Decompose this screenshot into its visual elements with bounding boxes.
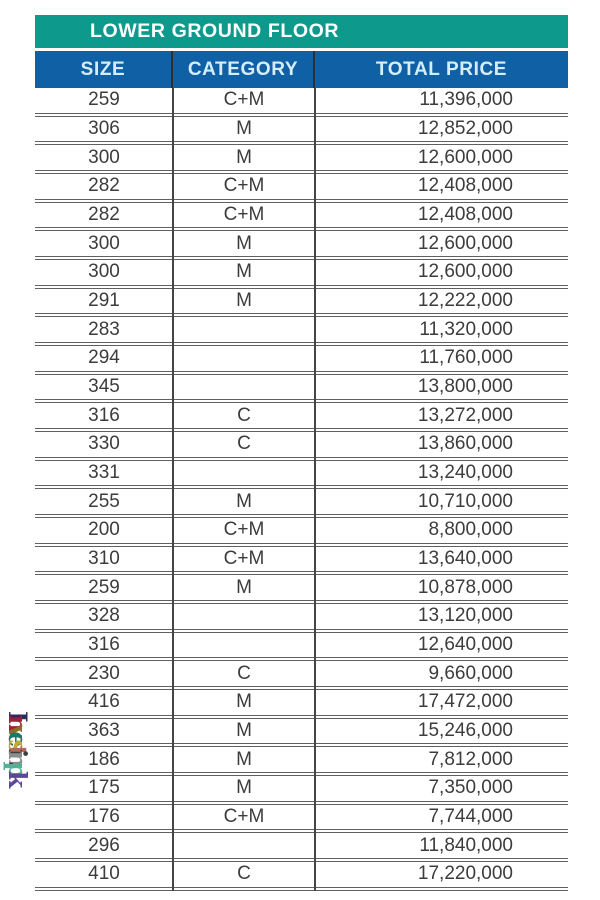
size-cell: 363 [88,720,120,742]
category-cell: C [237,433,251,455]
category-cell [173,833,315,858]
price-cell: 7,812,000 [428,748,513,770]
price-cell: 11,760,000 [419,347,513,369]
table-row [35,260,568,289]
price-cell: 13,860,000 [417,433,513,455]
price-cell: 12,600,000 [417,146,513,168]
column-header-size: SIZE [35,51,173,88]
size-cell: 259 [88,89,120,111]
table-row [35,719,568,748]
size-cell: 316 [88,634,120,656]
size-cell: 316 [88,404,120,426]
table-row [35,346,568,375]
category-cell: M [236,146,252,168]
category-cell: C+M [223,519,265,541]
watermark-investin-pk: Investin.pk [3,711,32,781]
table-row [35,375,568,404]
size-cell: 230 [88,662,120,684]
category-cell [173,317,315,342]
table-row [35,604,568,633]
table-header-row [35,51,568,88]
size-cell: 259 [88,576,120,598]
table-row [35,117,568,146]
size-cell: 200 [88,519,120,541]
table-row [35,174,568,203]
table-row [35,231,568,260]
column-divider-1 [172,88,174,891]
size-cell: 186 [88,748,120,770]
table-row [35,747,568,776]
price-cell: 11,396,000 [419,89,513,111]
category-cell: C+M [223,89,265,111]
table-row [35,289,568,318]
price-cell: 12,222,000 [417,290,513,312]
price-cell: 13,272,000 [417,404,513,426]
category-cell: M [236,290,252,312]
table-row [35,317,568,346]
table-row [35,518,568,547]
size-cell: 291 [88,290,120,312]
category-cell: M [236,118,252,139]
size-cell: 296 [88,834,120,856]
size-cell: 282 [88,204,120,226]
column-divider-2 [314,88,316,891]
table-row [35,547,568,576]
size-cell: 410 [88,863,120,885]
price-cell: 17,472,000 [417,691,513,713]
price-cell: 13,640,000 [417,548,513,570]
size-cell: 416 [88,691,120,713]
category-cell: C [237,662,251,684]
price-cell: 11,840,000 [419,834,513,856]
size-cell: 345 [88,376,120,398]
price-cell: 7,350,000 [428,777,513,799]
table-row [35,690,568,719]
category-cell: M [236,748,252,770]
category-cell: C [237,404,251,426]
table-row [35,88,568,117]
size-cell: 282 [88,175,120,197]
category-cell: C+M [223,175,265,197]
size-cell: 310 [88,548,120,570]
price-cell: 12,600,000 [417,261,513,283]
price-cell: 12,600,000 [417,232,513,254]
table-title-bar [35,15,568,48]
table-row [35,432,568,461]
size-cell: 300 [88,261,120,283]
size-cell: 328 [88,605,120,627]
table-row [35,862,568,891]
table-row [35,805,568,834]
price-cell: 9,660,000 [428,662,513,684]
size-cell: 331 [88,462,120,484]
price-cell: 17,220,000 [417,863,513,885]
category-cell: M [236,691,252,713]
category-cell: M [236,261,252,283]
category-cell: C [237,863,251,885]
category-cell [173,461,315,486]
column-header-total-price: TOTAL PRICE [375,58,508,80]
table-row [35,461,568,490]
price-cell: 12,408,000 [417,175,513,197]
table-body [35,88,568,891]
table-title: LOWER GROUND FLOOR [90,20,340,42]
price-cell: 13,800,000 [417,376,513,398]
size-cell: 300 [88,146,120,168]
price-cell: 10,878,000 [417,576,513,598]
price-cell: 12,408,000 [417,204,513,226]
category-cell: M [236,490,252,512]
price-cell: 12,852,000 [417,118,513,139]
table-row [35,661,568,690]
category-cell: C+M [223,548,265,570]
price-cell: 10,710,000 [417,490,513,512]
category-cell: C+M [223,204,265,226]
size-cell: 294 [88,347,120,369]
table-row [35,633,568,662]
size-cell: 300 [88,232,120,254]
table-row [35,776,568,805]
table-row [35,203,568,232]
price-cell: 8,800,000 [428,519,513,541]
price-cell: 15,246,000 [417,720,513,742]
size-cell: 175 [88,777,120,799]
size-cell: 306 [88,118,120,139]
price-cell: 13,240,000 [417,462,513,484]
price-cell: 7,744,000 [428,806,513,828]
size-cell: 283 [88,318,120,340]
size-cell: 330 [88,433,120,455]
table-row [35,489,568,518]
category-cell: M [236,777,252,799]
price-cell: 12,640,000 [417,634,513,656]
table-row [35,575,568,604]
table-row [35,403,568,432]
category-cell [173,633,315,658]
price-table [35,15,568,891]
column-header-category: CATEGORY [173,51,315,88]
category-cell [173,604,315,629]
price-cell: 11,320,000 [419,318,513,340]
size-cell: 176 [88,806,120,828]
category-cell: M [236,720,252,742]
category-cell [173,346,315,371]
size-cell: 255 [88,490,120,512]
category-cell: M [236,576,252,598]
price-cell: 13,120,000 [417,605,513,627]
category-cell: C+M [223,806,265,828]
table-row [35,145,568,174]
category-cell [173,375,315,400]
table-row [35,833,568,862]
category-cell: M [236,232,252,254]
